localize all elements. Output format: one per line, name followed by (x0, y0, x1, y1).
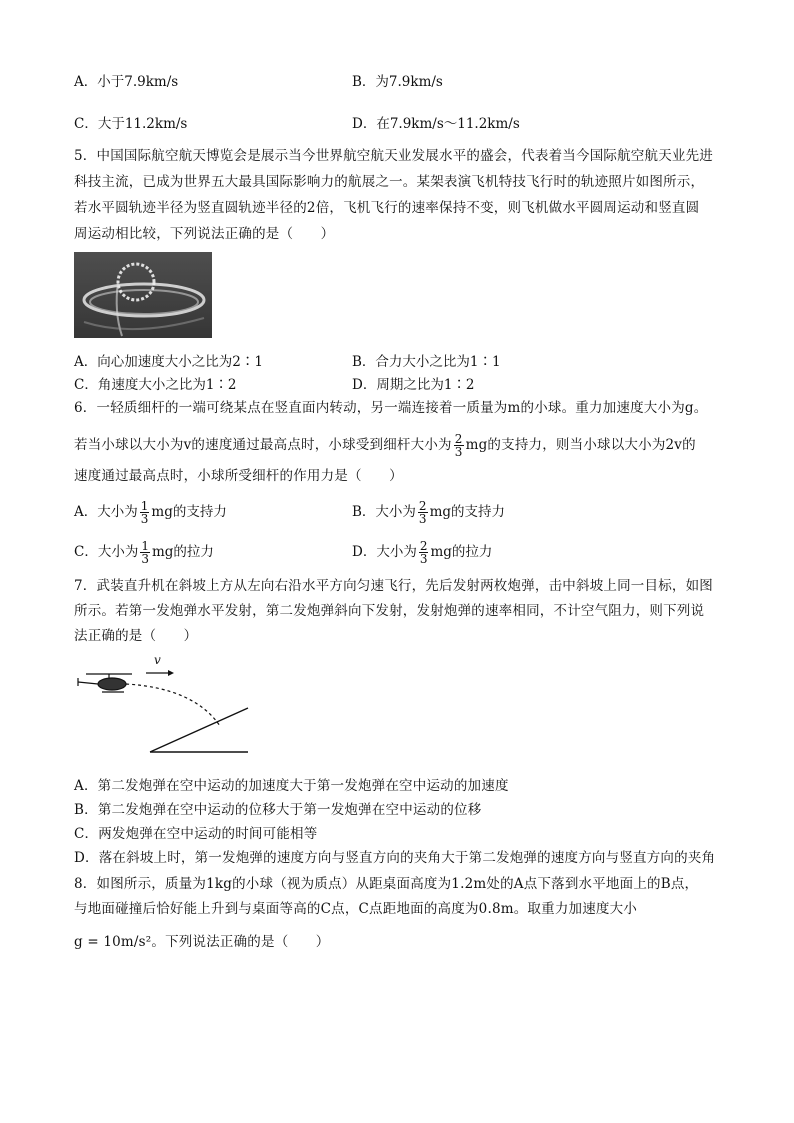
velocity-label: v (154, 653, 161, 667)
helicopter-icon (78, 674, 132, 692)
fraction-two-thirds: $\frac{2}{3}$ (454, 432, 463, 459)
q4-option-a: A．小于7.9km/s (74, 74, 179, 90)
q7-stem-line-2: 所示。若第一发炮弹水平发射，第二发炮弹斜向下发射，发射炮弹的速率相同，不计空气阻力，则下列说 (74, 603, 705, 619)
trajectory-dashed (126, 684, 220, 726)
q8-stem-line-3: g = 10m/s²。下列说法正确的是（ ） (74, 934, 330, 950)
q7-option-c: C．两发炮弹在空中运动的时间可能相等 (74, 826, 318, 842)
airshow-trail-photo (74, 252, 212, 338)
q7-stem-line-3: 法正确的是（ ） (74, 628, 198, 644)
q6-stem-line-3: 速度通过最高点时，小球所受细杆的作用力是（ ） (74, 468, 403, 484)
helicopter-slope-diagram (74, 652, 252, 758)
q6-option-b: B．大小为 $\frac{2}{3}$ mg的支持力 (352, 499, 506, 526)
q5-stem-line-2: 科技主流，已成为世界五大最具国际影响力的航展之一。某架表演飞机特技飞行时的轨迹照片如图所示， (74, 174, 705, 190)
q5-option-c: C．角速度大小之比为1∶2 (74, 377, 237, 393)
q7-option-a: A．第二发炮弹在空中运动的加速度大于第一发炮弹在空中运动的加速度 (74, 778, 509, 794)
q7-option-b: B．第二发炮弹在空中运动的位移大于第一发炮弹在空中运动的位移 (74, 802, 482, 818)
q7-stem-line-1: 7．武装直升机在斜坡上方从左向右沿水平方向匀速飞行，先后发射两枚炮弹，击中斜坡上同一目标，如图 (74, 578, 713, 594)
q4-option-b: B．为7.9km/s (352, 74, 443, 90)
q6-stem-line-1: 6．一轻质细杆的一端可绕某点在竖直面内转动，另一端连接着一质量为m的小球。重力加速度大小为g。 (74, 400, 708, 416)
q8-stem-line-2: 与地面碰撞后恰好能上升到与桌面等高的C点，C点距地面的高度为0.8m。取重力加速度大小 (74, 901, 638, 917)
q4-option-c: C．大于11.2km/s (74, 116, 188, 132)
q5-stem-line-4: 周运动相比较，下列说法正确的是（ ） (74, 226, 335, 242)
q5-stem-line-1: 5．中国国际航空航天博览会是展示当今世界航空航天业发展水平的盛会，代表着当今国际航空航天业先进 (74, 148, 713, 164)
q4-option-d: D．在7.9km/s～11.2km/s (352, 116, 520, 132)
q5-option-d: D．周期之比为1∶2 (352, 377, 475, 393)
q6-option-d: D．大小为 $\frac{2}{3}$ mg的拉力 (352, 539, 493, 566)
slope-line (150, 708, 248, 752)
q7-option-d: D．落在斜坡上时，第一发炮弹的速度方向与竖直方向的夹角大于第二发炮弹的速度方向与竖直方向的夹角 (74, 850, 716, 866)
q5-option-b: B．合力大小之比为1∶1 (352, 354, 501, 370)
q5-stem-line-3: 若水平圆轨迹半径为竖直圆轨迹半径的2倍，飞机飞行的速率保持不变，则飞机做水平圆周运动和竖直圆 (74, 200, 700, 216)
q6-option-c: C．大小为 $\frac{1}{3}$ mg的拉力 (74, 539, 214, 566)
q6-stem-line-2: 若当小球以大小为v的速度通过最高点时，小球受到细杆大小为 $\frac{2}{3}$ mg的支持力，则当小球以大小为2v的 (74, 432, 696, 459)
q5-option-a: A．向心加速度大小之比为2∶1 (74, 354, 263, 370)
q8-stem-line-1: 8．如图所示，质量为1kg的小球（视为质点）从距桌面高度为1.2m处的A点下落到水平地面上的B点， (74, 876, 699, 892)
q6-option-a: A．大小为 $\frac{1}{3}$ mg的支持力 (74, 499, 227, 526)
